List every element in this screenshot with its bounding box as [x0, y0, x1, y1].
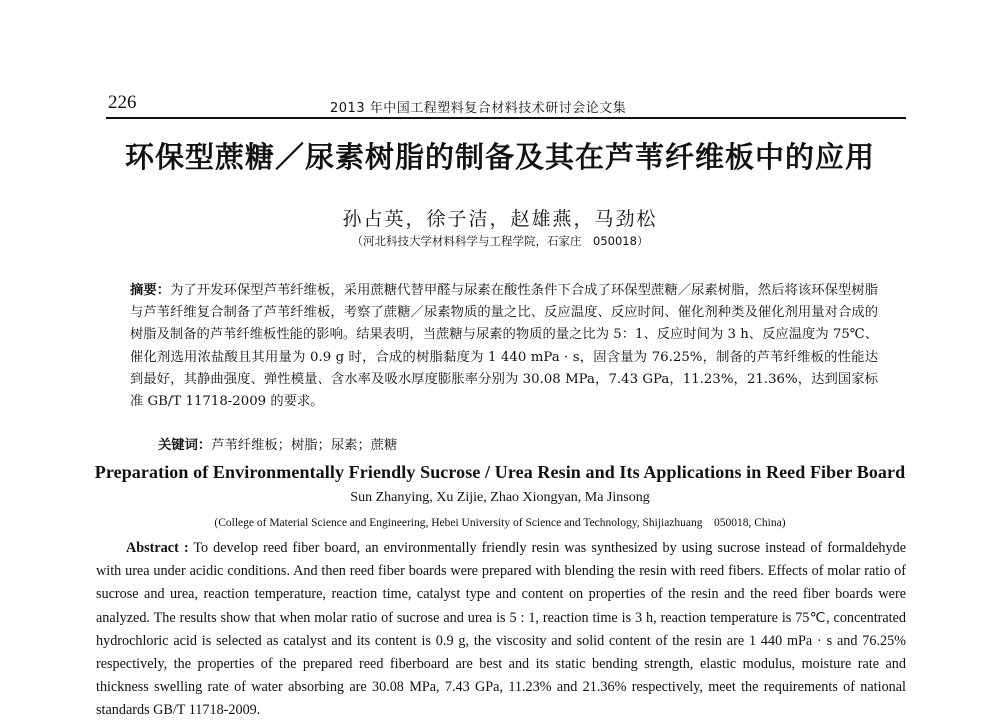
header-rule: [106, 117, 906, 119]
keywords-cn-text: 芦苇纤维板；树脂；尿素；蔗糖: [211, 438, 398, 453]
authors-cn: 孙占英，徐子洁，赵雄燕，马劲松: [342, 208, 658, 230]
keywords-cn: [158, 434, 858, 453]
affiliation-cn: （河北科技大学材料科学与工程学院，石家庄 050018）: [351, 234, 649, 248]
page-number: 226: [108, 92, 137, 113]
abstract-cn: [130, 280, 878, 413]
affiliation-en: (College of Material Science and Engineering, Hebei University of Science and Technology, Shijiazhuang 050018, China): [214, 517, 786, 529]
abstract-en: [96, 537, 906, 723]
abstract-en-label: Abstract :: [126, 540, 189, 556]
article-title-en: Preparation of Environmentally Friendly Sucrose / Urea Resin and Its Applications in Reed Fiber Board: [94, 462, 906, 482]
abstract-en-text: To develop reed fiber board, an environmentally friendly resin was synthesized by using sucrose instead of formaldehyde with urea under acidic conditions. And then reed fiber boards were prepared with blending the resin with reed fibers. Effects of molar ratio of sucrose and urea, reaction temperature, reaction time, catalyst type and content on properties of the resin and the reed fiber boards were analyzed. The results show that when molar ratio of sucrose and urea is 5 : 1, reaction time is 3 h, reaction temperature is 75℃, concentrated hydrochloric acid is selected as catalyst and its content is 0.9 g, the viscosity and solid content of the resin are 1 440 mPa · s and 76.25% respectively, the properties of the prepared reed fiberboard are best and its static bending strength, elastic modulus, moisture rate and thickness swelling rate of water absorbing are 30.08 MPa, 7.43 GPa, 11.23% and 21.36% respectively, meet the requirements of national standards GB/T 11718-2009.: [96, 540, 906, 719]
keywords-cn-label: 关键词：: [158, 438, 212, 453]
running-head: 2013 年中国工程塑料复合材料技术研讨会论文集: [330, 101, 627, 116]
authors-en: Sun Zhanying, Xu Zijie, Zhao Xiongyan, Ma Jinsong: [350, 490, 650, 505]
abstract-cn-text: 为了开发环保型芦苇纤维板，采用蔗糖代替甲醛与尿素在酸性条件下合成了环保型蔗糖／尿素树脂，然后将该环保型树脂与芦苇纤维复合制备了芦苇纤维板，考察了蔗糖／尿素物质的量之比、反应温度、反应时间、催化剂种类及催化剂用量对合成的树脂及制备的芦苇纤维板性能的影响。结果表明，当蔗糖与尿素的物质的量之比为 5：1、反应时间为 3 h、反应温度为 75℃、催化剂选用浓盐酸且其用量为 0.9 g 时，合成的树脂黏度为 1 440 mPa · s，固含量为 76.25%，制备的芦苇纤维板的性能达到最好，其静曲强度、弹性模量、含水率及吸水厚度膨胀率分别为 30.08 MPa，7.43 GPa，11.23%，21.36%，达到国家标准 GB/T 11718-2009 的要求。: [130, 283, 879, 410]
article-title-cn: 环保型蔗糖／尿素树脂的制备及其在芦苇纤维板中的应用: [124, 140, 875, 174]
abstract-cn-label: 摘要：: [130, 283, 171, 298]
